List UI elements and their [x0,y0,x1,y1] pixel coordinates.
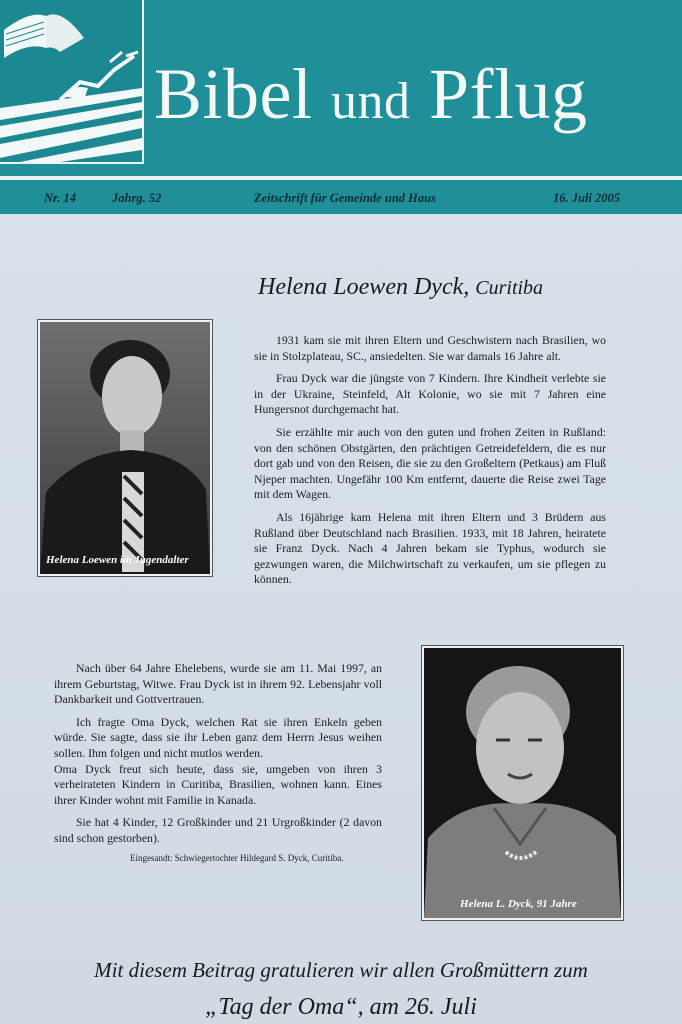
issue-subtitle: Zeitschrift für Gemeinde und Haus [254,191,436,205]
issue-date: 16. Juli 2005 [553,191,621,205]
paragraph: Ich fragte Oma Dyck, welchen Rat sie ihren Enkeln geben würde. Sie sagte, dass sie ihr Leben ganz dem Herrn Jesus weihen sollen. Ihm folgen und nicht mutlos werden. [54,714,382,760]
photo-young-helena [38,320,212,576]
article-source: Eingesandt: Schwiegertochter Hildegard S. Dyck, Curitiba. [130,853,344,863]
paragraph: Als 16jährige kam Helena mit ihren Eltern und 3 Brüdern aus Rußland über Deutschland nach Brasilien. 1933, mit 18 Jahren, heiratete sie Franz Dyck. Nach 4 Jahren bekam sie Typhus, wodurch sie gezwungen waren, die Milchwirtschaft zu verkaufen, um sie pflegen zu können. [254,509,606,587]
photo1-caption: Helena Loewen im Jugendalter [46,554,189,566]
title-word-und: und [331,73,411,130]
article-column-left [54,661,382,854]
title-word-bibel: Bibel [154,54,313,134]
paragraph: Oma Dyck freut sich heute, dass sie, umgeben von ihren 3 verheirateten Kindern in Curitiba, Brasilien, wohnen kann. Eines ihrer Kinder wohnt mit Familie in Kanada. [54,761,382,807]
dedication-line-2: „Tag der Oma“, am 26. Juli [205,994,477,1020]
headline-name: Helena Loewen Dyck, [258,274,470,300]
issue-year: Jahrg. 52 [112,191,162,205]
title-word-pflug: Pflug [429,54,588,134]
photo-elderly-helena [422,646,623,920]
paragraph: 1931 kam sie mit ihren Eltern und Geschwistern nach Brasilien, wo sie in Stolzplateau, SC., ansiedelten. Sie war damals 16 Jahre alt. [254,333,606,363]
photo2-caption: Helena L. Dyck, 91 Jahre [460,898,577,910]
paragraph: Nach über 64 Jahre Ehelebens, wurde sie am 11. Mai 1997, an ihrem Geburtstag, Witwe. Frau Dyck ist in ihrem 92. Lebensjahr voll Dankbarkeit und Gottvertrauen. [54,661,382,707]
issue-number: Nr. 14 [44,191,76,205]
paragraph: Frau Dyck war die jüngste von 7 Kindern. Ihre Kindheit verlebte sie in der Ukraine, Steinfeld, Alt Kolonie, wo sie mit 7 Jahren eine Hungersnot durchgemacht hat. [254,371,606,417]
headline-place: Curitiba [475,277,544,299]
paragraph: Sie hat 4 Kinder, 12 Großkinder und 21 Urgroßkinder (2 davon sind schon gestorben). [54,815,382,845]
masthead-title [154,54,588,134]
paragraph: Sie erzählte mir auch von den guten und frohen Zeiten in Rußland: von den schönen Obstgärten, den prächtigen Getreidefeldern, die es nur dort gab und von den Reisen, die sie zu den Großeltern (Petkaus) am Fluß Njeper machten. Ungefähr 100 Km entfernt, dauerte die Reise zwei Tage mit dem Wagen. [254,424,606,502]
article-column-right [254,333,606,595]
dedication-line-1: Mit diesem Beitrag gratulieren wir allen Großmüttern zum [94,958,588,982]
bible-and-plough-icon [0,0,144,164]
issue-info-bar [0,180,682,214]
masthead [0,0,682,176]
article-headline [258,274,543,301]
